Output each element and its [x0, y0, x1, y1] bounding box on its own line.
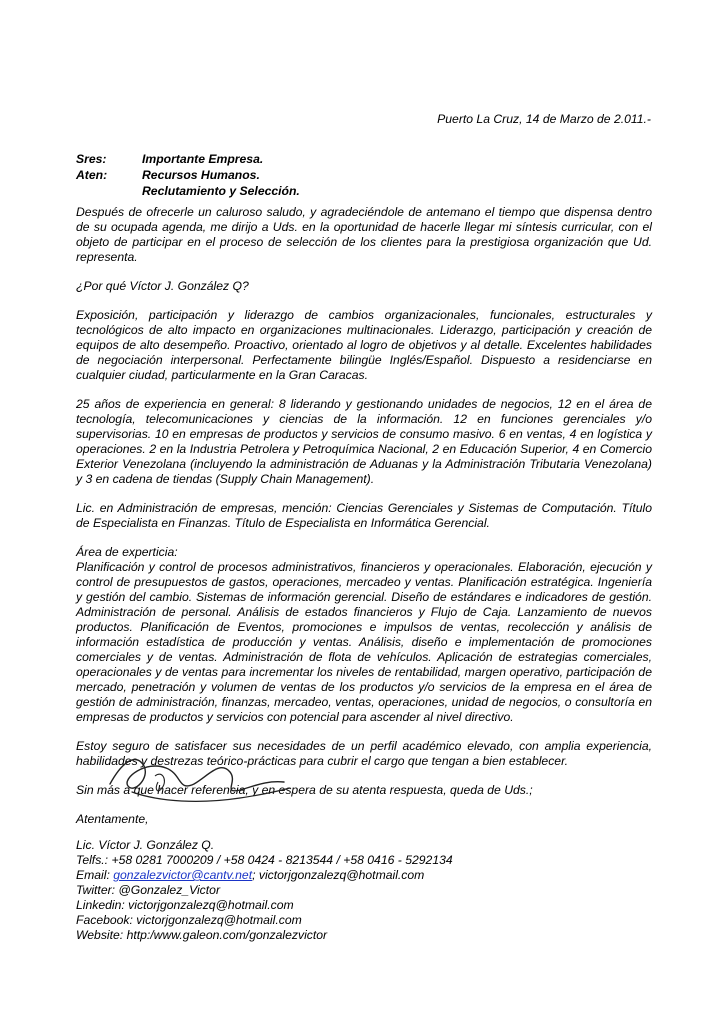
education-paragraph: Lic. en Administración de empresas, mención: Ciencias Gerenciales y Sistemas de Computación. Título de Especialista en Finanzas. Título de Especialista en Informática Gerencial. — [76, 501, 652, 530]
sres-row — [76, 151, 300, 167]
question-paragraph: ¿Por qué Víctor J. González Q? — [76, 279, 249, 293]
email-label: Email: — [76, 868, 114, 882]
aten-value: Recursos Humanos. — [142, 168, 260, 182]
date-line: Puerto La Cruz, 14 de Marzo de 2.011.- — [437, 112, 651, 126]
linkedin-line: Linkedin: victorjgonzalezq@hotmail.com — [76, 898, 294, 912]
confidence-paragraph: Estoy seguro de satisfacer sus necesidades de un perfil académico elevado, con amplia experiencia, habilidades y destrezas teórico-prácticas para cubrir el cargo que tengan a bien establecer. — [76, 739, 652, 768]
twitter-line: Twitter: @Gonzalez_Victor — [76, 883, 220, 897]
expertise-section — [76, 545, 652, 725]
website-line: Website: http:/www.galeon.com/gonzalezvictor — [76, 928, 328, 942]
signer-name: Lic. Víctor J. González Q. — [76, 838, 215, 852]
email-line — [76, 868, 652, 883]
experience-paragraph: 25 años de experiencia en general: 8 liderando y gestionando unidades de negocios, 12 en el área de tecnología, telecomunicaciones y ciencias de la información. 12 en funciones gerenciales y/o supervisorias. 10 en empresas de productos y servicios de consumo masivo. 6 en ventas, 4 en logística y operaciones. 2 en la Industria Petrolera y Petroquímica Nacional, 2 en Educación Superior, 4 en Comercio Exterior Venezolana (incluyendo la administración de Aduanas y la Administración Tributaria Venezolana) y 3 en cadena de tiendas (Supply Chain Management). — [76, 397, 652, 486]
sres-label: Sres: — [76, 152, 107, 166]
aten-row — [76, 167, 300, 183]
letter-body — [76, 205, 652, 943]
recipient-block — [76, 151, 300, 199]
farewell: Atentamente, — [76, 812, 149, 826]
sres-value: Importante Empresa. — [142, 152, 264, 166]
aten-label: Aten: — [76, 168, 108, 182]
closing-paragraph: Sin más a que hacer referencia, y en espera de su atenta respuesta, queda de Uds.; — [76, 783, 533, 797]
expertise-title: Área de experticia: — [76, 545, 178, 559]
contact-block — [76, 838, 652, 943]
exposure-paragraph: Exposición, participación y liderazgo de cambios organizacionales, funcionales, estructurales y tecnológicos de alto impacto en organizaciones multinacionales. Liderazgo, participación y creación de equipos de alto desempeño. Proactivo, orientado al logro de objetivos y al detalle. Excelentes habilidades de negociación interpersonal. Perfectamente bilingüe Inglés/Español. Dispuesto a residenciarse en cualquier ciudad, particularmente en la Gran Caracas. — [76, 308, 652, 382]
facebook-line: Facebook: victorjgonzalezq@hotmail.com — [76, 913, 302, 927]
expertise-text: Planificación y control de procesos administrativos, financieros y operacionales. Elaboración, ejecución y control de presupuestos de gastos, operaciones, mercadeo y ventas. Planificación estratégica. Ingeniería y gestión del cambio. Sistemas de información gerencial. Diseño de estándares e indicadores de gestión. Administración de personal. Análisis de estados financieros y Flujo de Caja. Lanzamiento de nuevos productos. Planificación de Eventos, promociones e impulsos de ventas, recolección y análisis de información estadística de producción y ventas. Análisis, diseño e implementación de promociones comerciales y de ventas. Administración de flota de vehículos. Aplicación de estrategias comerciales, operacionales y de ventas para incrementar los niveles de rentabilidad, margen operativo, participación de mercado, penetración y volumen de ventas de los productos y/o servicios de la empresa en el área de gestión de administración, finanzas, mercadeo, ventas, operaciones, unidad de negocios, o consultoría en empresas de productos y servicios con potencial para ascender al nivel directivo. — [76, 560, 652, 724]
aten-row-2 — [76, 183, 300, 199]
phone-line: Telfs.: +58 0281 7000209 / +58 0424 - 8213544 / +58 0416 - 5292134 — [76, 853, 453, 867]
email-link[interactable]: gonzalezvictor@cantv.net — [113, 868, 253, 882]
intro-paragraph: Después de ofrecerle un caluroso saludo, y agradeciéndole de antemano el tiempo que dispensa dentro de su ocupada agenda, me dirijo a Uds. en la oportunidad de hacerle llegar mi síntesis curricular, con el objeto de participar en el proceso de selección de los clientes para la prestigiosa organización que Ud. representa. — [76, 205, 652, 264]
aten-value-2: Reclutamiento y Selección. — [142, 184, 300, 198]
email-secondary: ; victorjgonzalezq@hotmail.com — [252, 868, 425, 882]
